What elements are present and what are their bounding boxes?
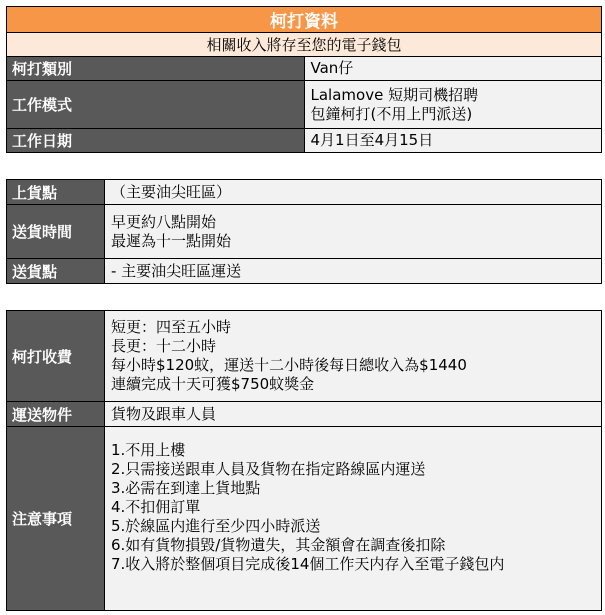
fee-label: 柯打收費 xyxy=(7,311,105,402)
notes-value xyxy=(105,427,602,611)
work-date-label: 工作日期 xyxy=(7,129,305,153)
order-type-label: 柯打類別 xyxy=(7,57,305,81)
order-title: 柯打資料 xyxy=(7,7,602,33)
delivery-time-value xyxy=(105,205,602,259)
items-value: 貨物及跟車人員 xyxy=(105,402,602,427)
order-subtitle: 相關收入將存至您的電子錢包 xyxy=(7,33,602,57)
delivery-section xyxy=(6,179,602,284)
delivery-time-line: 最遲為十一點開始 xyxy=(111,231,232,250)
notes-label: 注意事項 xyxy=(7,427,105,611)
pickup-label: 上貨點 xyxy=(7,180,105,205)
order-type-value: Van仔 xyxy=(304,57,602,81)
note-item: 4.不扣佣訂單 xyxy=(111,498,201,516)
dropoff-value: - 主要油尖旺區運送 xyxy=(105,259,602,284)
note-item: 1.不用上樓 xyxy=(111,441,186,459)
work-mode-line: 包鐘柯打(不用上門派送) xyxy=(310,104,473,123)
fee-line: 長更：十二小時 xyxy=(111,337,217,355)
work-date-value: 4月1日至4月15日 xyxy=(304,129,602,153)
note-item: 5.於線區内進行至少四小時派送 xyxy=(111,517,321,535)
fee-line: 每小時$120蚊，運送十二小時後每日總收入為$1440 xyxy=(111,356,467,374)
work-mode-label: 工作模式 xyxy=(7,81,305,129)
work-mode-line: Lalamove 短期司機招聘 xyxy=(310,85,479,104)
payment-section xyxy=(6,310,602,611)
note-item: 7.收入將於整個項目完成後14個工作天内存入至電子錢包内 xyxy=(111,555,505,573)
fee-line: 短更：四至五小時 xyxy=(111,318,232,336)
note-item: 2.只需接送跟車人員及貨物在指定路線區内運送 xyxy=(111,460,426,478)
pickup-value: （主要油尖旺區） xyxy=(105,180,602,205)
note-item: 6.如有貨物損毀/貨物遺失，其金額會在調查後扣除 xyxy=(111,536,446,554)
order-info-section xyxy=(6,6,602,153)
fee-line: 連續完成十天可獲$750蚊獎金 xyxy=(111,375,315,393)
items-label: 運送物件 xyxy=(7,402,105,427)
dropoff-label: 送貨點 xyxy=(7,259,105,284)
note-item: 3.必需在到達上貨地點 xyxy=(111,479,261,497)
delivery-time-line: 早更約八點開始 xyxy=(111,212,217,231)
fee-value xyxy=(105,311,602,402)
work-mode-value xyxy=(304,81,602,129)
delivery-time-label: 送貨時間 xyxy=(7,205,105,259)
